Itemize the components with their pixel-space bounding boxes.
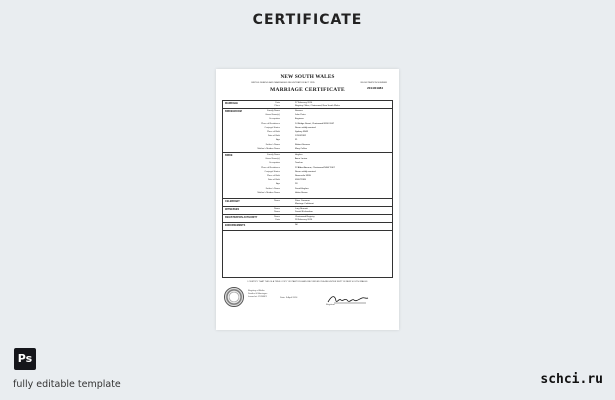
certificate-row	[223, 105, 392, 108]
field-label: Father's Name	[265, 143, 280, 146]
field-value: Mary Collins	[295, 147, 308, 150]
certificate-row	[223, 179, 392, 182]
field-label: Occupation	[268, 118, 280, 121]
field-value: Engineer	[295, 118, 304, 121]
certificate-row	[223, 224, 392, 227]
certificate-document	[216, 69, 399, 330]
certificate-row	[223, 135, 392, 138]
field-value: Helen Brown	[295, 191, 308, 194]
section-label: BRIDE	[225, 154, 233, 157]
official-seal-icon	[224, 287, 244, 307]
field-label: Given Name(s)	[265, 114, 280, 117]
certificate-row	[223, 203, 392, 206]
certificate-row	[223, 175, 392, 178]
brand-watermark: schci.ru	[540, 372, 603, 387]
field-label: Conjugal Status	[264, 126, 280, 129]
field-value: Newcastle NSW	[295, 175, 311, 177]
field-label: Place of Birth	[266, 131, 280, 133]
certificate-section	[223, 199, 392, 207]
field-label: Mother's Maiden Name	[257, 191, 280, 194]
certificate-row	[223, 118, 392, 121]
certificate-section	[223, 207, 392, 215]
tagline: fully editable template	[13, 379, 121, 390]
field-label: Given Name(s)	[265, 158, 280, 161]
certificate-section	[223, 109, 392, 153]
section-label: REGISTRATION AUTHORITY	[225, 216, 258, 219]
certificate-row	[223, 127, 392, 130]
field-value: Daniel Richardson	[295, 211, 313, 214]
document-title: MARRIAGE CERTIFICATE	[270, 87, 345, 93]
field-value: Chatswood Registry	[295, 216, 315, 218]
certificate-row	[223, 192, 392, 195]
field-value: John Peter	[295, 114, 306, 117]
field-label: Name	[274, 216, 280, 218]
certificate-row	[223, 114, 392, 117]
certificate-row	[223, 110, 392, 113]
page-title: CERTIFICATE	[252, 12, 363, 28]
field-value: Teacher	[295, 162, 303, 165]
field-label: Place of Residence	[261, 122, 280, 125]
field-value: 22 Albert Avenue, Chatswood NSW 2067	[295, 166, 335, 169]
field-value: 31	[295, 139, 298, 142]
certificate-row	[223, 219, 392, 222]
field-value: 14 Bridge Street, Chatswood NSW 2067	[295, 122, 335, 125]
section-label: WITNESSES	[225, 208, 240, 211]
photoshop-icon: Ps	[14, 348, 36, 370]
certificate-row	[223, 139, 392, 142]
registry-act: BIRTHS DEATHS AND MARRIAGES REGISTRATION ACT 1995	[251, 82, 315, 84]
field-label: Name	[274, 208, 280, 210]
field-value: 28	[295, 183, 298, 186]
state-name: NEW SOUTH WALES	[280, 74, 335, 80]
field-label: Family Name	[267, 154, 280, 156]
certificate-row	[223, 123, 392, 126]
seal-caption	[248, 290, 267, 299]
field-label: Date of Birth	[267, 179, 280, 182]
field-value: Peter Cameron	[295, 200, 310, 202]
field-value: Marriage Celebrant	[295, 203, 314, 206]
field-value: Robert Stevens	[295, 143, 311, 146]
field-label: Father's Name	[265, 187, 280, 190]
seal-caption-line: Issued at: SYDNEY	[248, 296, 268, 298]
field-value: 28 February 2014	[295, 219, 313, 222]
field-label: Date	[275, 102, 280, 104]
field-label: Place of Residence	[261, 166, 280, 169]
field-label: Name	[274, 200, 280, 202]
certificate-row	[223, 167, 392, 170]
field-value: Anne Louise	[295, 158, 308, 161]
section-label: MARRIAGE	[225, 102, 239, 105]
field-label: Name	[274, 211, 280, 214]
section-label: ENDORSEMENTS	[225, 224, 246, 227]
field-label: Age	[276, 139, 280, 142]
certificate-row	[223, 183, 392, 186]
field-value: Sydney NSW	[295, 131, 309, 133]
certification-text: I CERTIFY THAT THIS IS A TRUE COPY OF PARTICULARS RECORDED IN A REGISTER KEPT IN NEW SOUTH WALES	[247, 281, 368, 283]
certificate-section	[223, 153, 392, 199]
certificate-row	[223, 154, 392, 157]
field-label: Date	[275, 219, 280, 222]
document-header	[222, 74, 393, 98]
certificate-row	[223, 158, 392, 161]
field-value: Never validly married	[295, 170, 316, 173]
field-label: Place	[274, 105, 280, 108]
certificate-row	[223, 131, 392, 134]
field-value: Never validly married	[295, 126, 316, 129]
field-value: Stevens	[295, 110, 303, 112]
certificate-row	[223, 148, 392, 151]
field-label: Age	[276, 183, 280, 186]
seal-caption-line: Deaths & Marriages	[248, 293, 268, 295]
certificate-section	[223, 223, 392, 231]
field-label: Date of Birth	[267, 135, 280, 138]
certificate-section	[223, 101, 392, 109]
field-value: Registry Office, Chatswood, New South Wales	[295, 105, 340, 108]
certificate-table	[222, 100, 393, 278]
certificate-row	[223, 188, 392, 191]
certificate-section	[223, 215, 392, 223]
field-label: Place of Birth	[266, 175, 280, 177]
field-value: 27 February 2014	[295, 102, 313, 104]
field-value: 12/03/1982	[295, 135, 306, 138]
issue-date: Date: 3 April 2014	[280, 297, 298, 299]
certificate-row	[223, 144, 392, 147]
field-value: David Hughes	[295, 187, 309, 190]
certificate-row	[223, 211, 392, 214]
certificate-row	[223, 162, 392, 165]
certificate-row	[223, 171, 392, 174]
field-label: Conjugal Status	[264, 170, 280, 173]
section-label: BRIDEGROOM	[225, 110, 242, 113]
field-value: Hughes	[295, 154, 303, 156]
field-label: Mother's Maiden Name	[257, 147, 280, 150]
seal-caption-line: Registry of Births	[248, 290, 265, 292]
registrar-label: Registrar	[326, 304, 335, 306]
field-value: Lucy Bennett	[295, 208, 308, 210]
field-label: Occupation	[268, 162, 280, 165]
field-value: 05/07/1985	[295, 179, 306, 182]
section-label: CELEBRANT	[225, 200, 240, 203]
field-label: Family Name	[267, 110, 280, 112]
registration-number: 2014/01984	[367, 86, 383, 90]
registration-number-label: REGISTRATION NUMBER	[360, 82, 387, 84]
field-value: Nil	[295, 224, 298, 226]
